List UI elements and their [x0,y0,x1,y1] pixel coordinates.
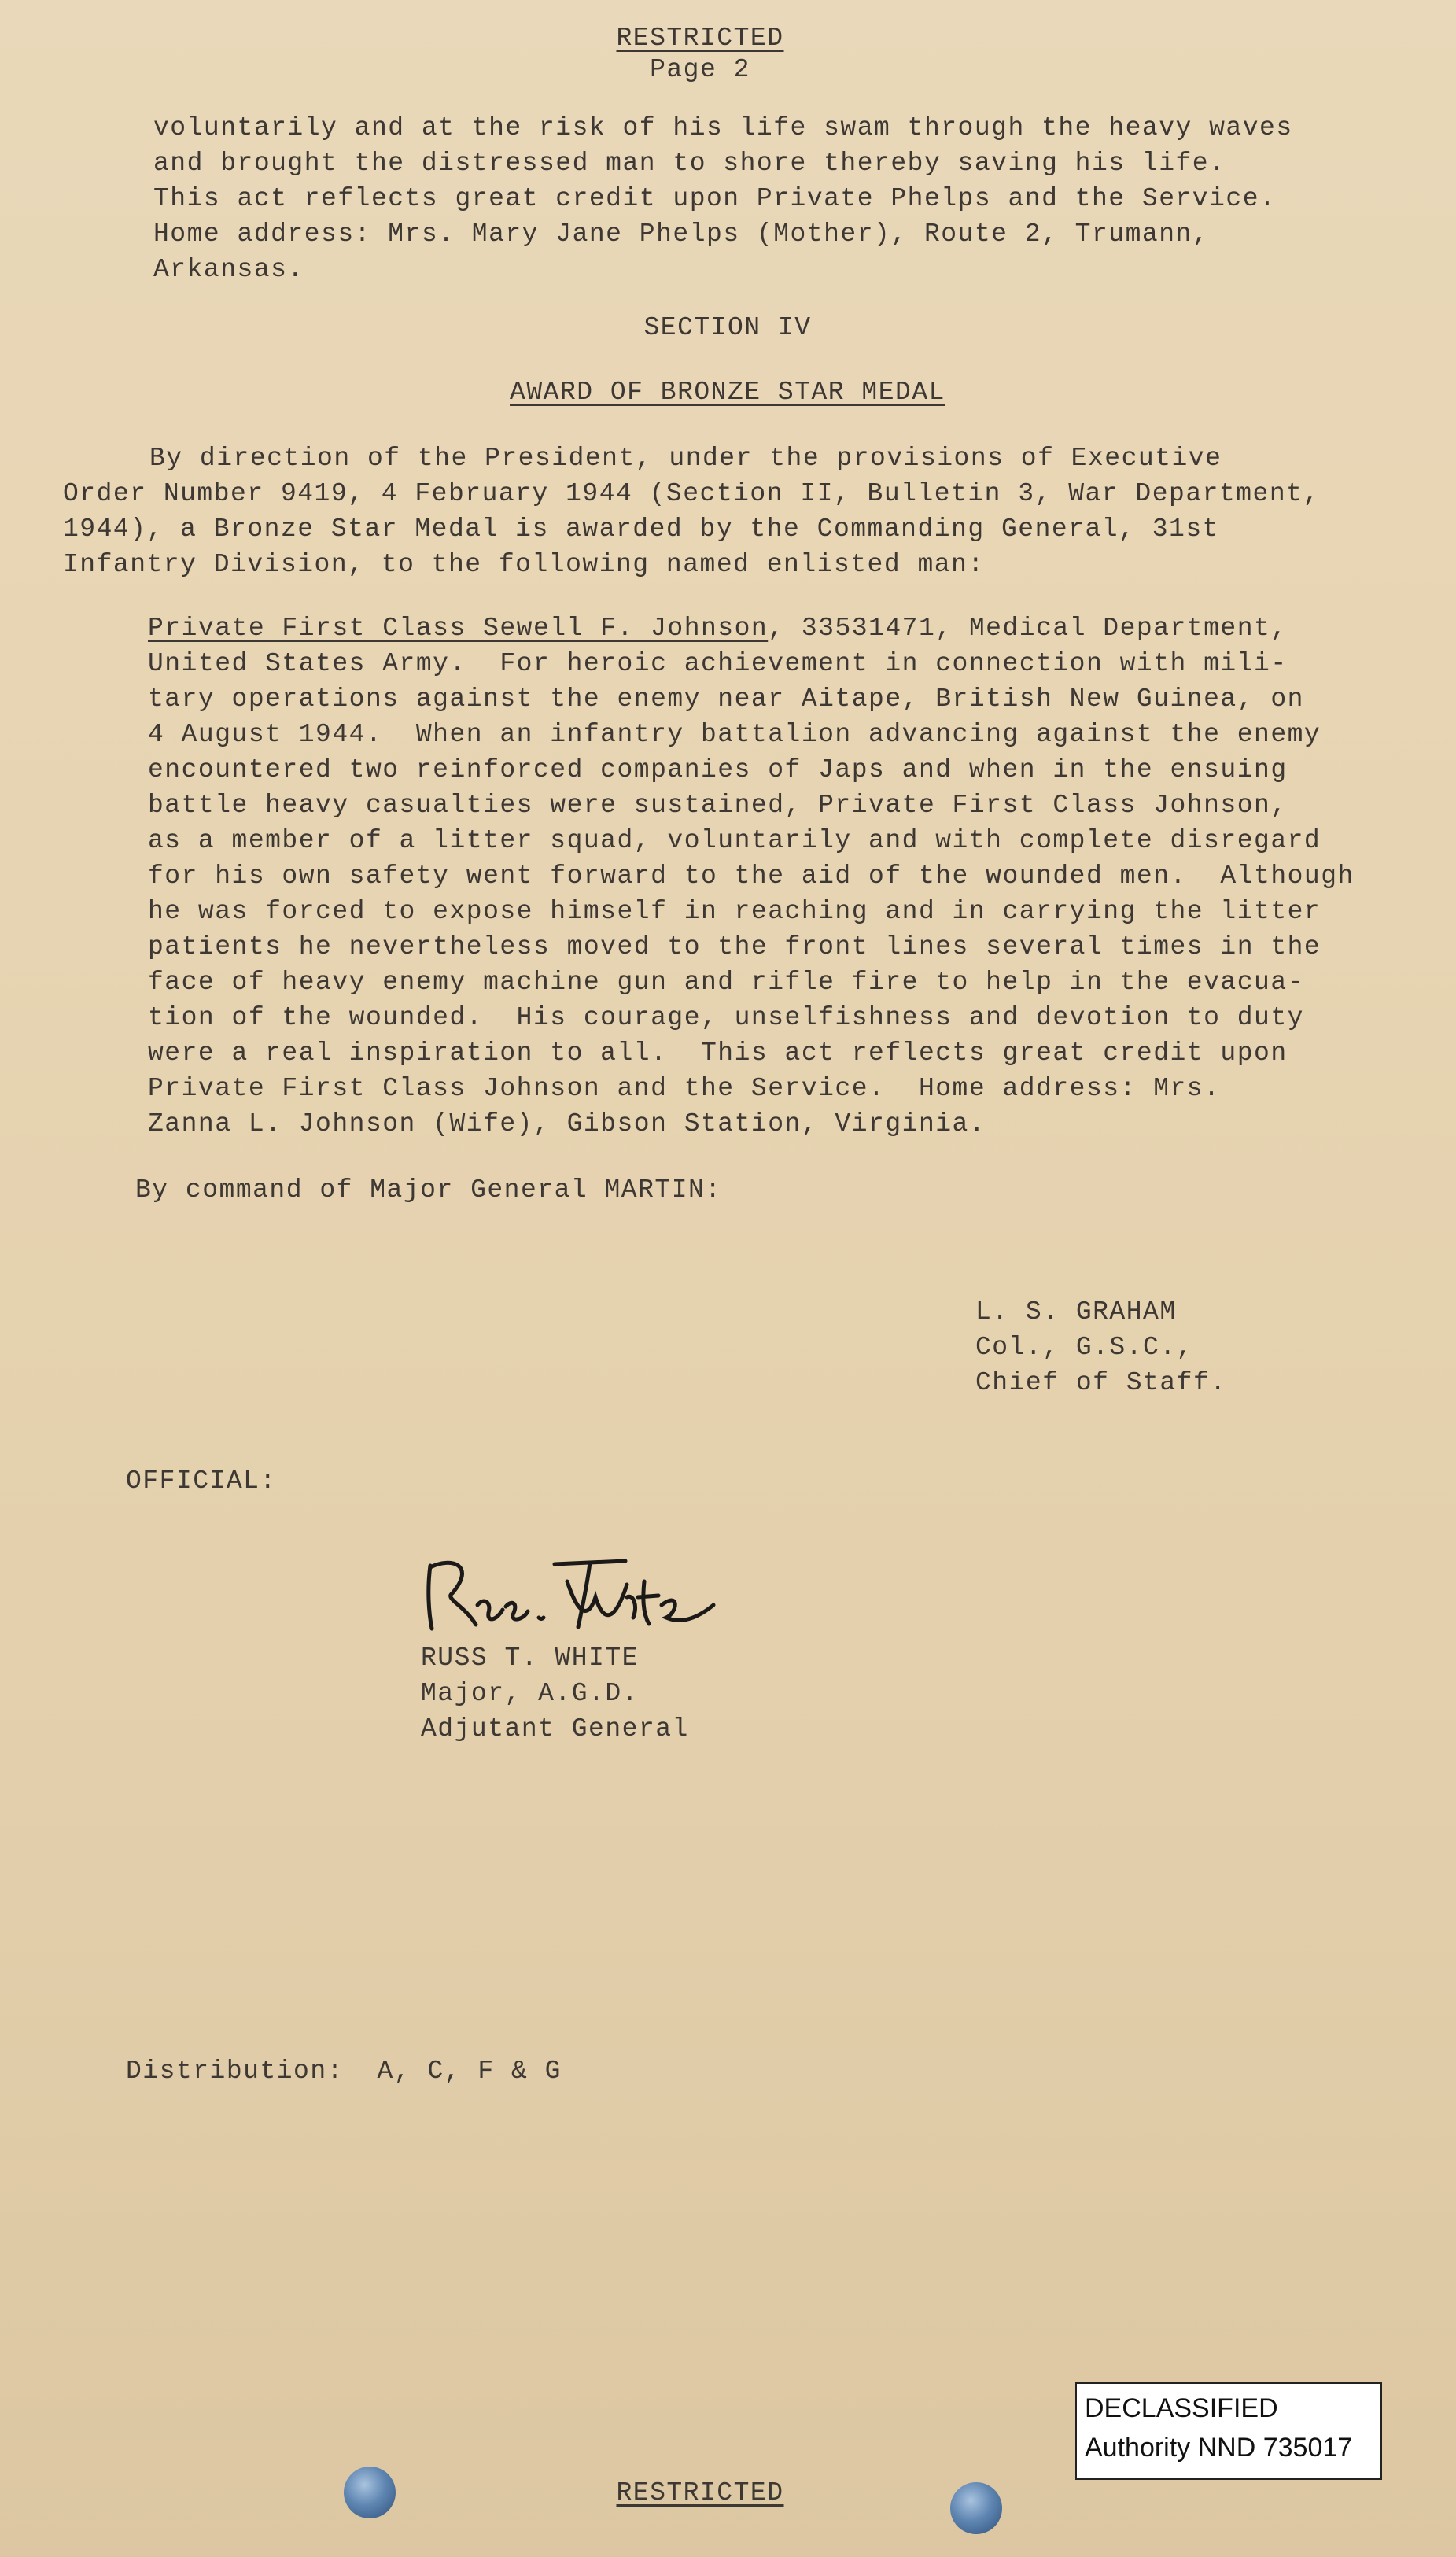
citation-first-line [148,611,1355,646]
command-line: By command of Major General MARTIN: [135,1175,722,1205]
intro-line: 1944), a Bronze Star Medal is awarded by the Commanding General, 31st [63,515,1219,544]
declassified-stamp [1075,2382,1382,2480]
distribution-line: Distribution: A, C, F & G [126,2057,562,2086]
citation-line: United States Army. For heroic achievement in connection with mili- [148,649,1288,678]
signature-image [421,1550,728,1636]
punch-hole-right [950,2482,1002,2534]
official-title: Adjutant General [421,1714,689,1743]
intro-line: Infantry Division, to the following named enlisted man: [63,550,985,579]
citation-line: tary operations against the enemy near Aitape, British New Guinea, on [148,684,1304,714]
declassified-label: DECLASSIFIED [1085,2393,1278,2423]
continuation-line: and brought the distressed man to shore thereby saving his life. [153,149,1226,178]
citation-line: were a real inspiration to all. This act reflects great credit upon [148,1039,1288,1068]
continuation-line: Home address: Mrs. Mary Jane Phelps (Mother), Route 2, Trumann, [153,220,1210,249]
continuation-line: voluntarily and at the risk of his life swam through the heavy waves [153,113,1293,142]
recipient-details: , 33531471, Medical Department, [768,614,1288,643]
citation-paragraph [148,611,1355,1142]
section-number: SECTION IV [643,313,812,342]
citation-line: patients he nevertheless moved to the front lines several times in the [148,932,1321,961]
citation-line: battle heavy casualties were sustained, Private First Class Johnson, [148,791,1288,820]
citation-line: tion of the wounded. His courage, unselfishness and devotion to duty [148,1003,1304,1032]
header-restricted: RESTRICTED [616,24,784,53]
continuation-line: Arkansas. [153,255,304,284]
signatory-name: L. S. GRAHAM [975,1297,1177,1326]
signatory-title: Chief of Staff. [975,1368,1227,1397]
continuation-paragraph [153,110,1293,287]
citation-line: 4 August 1944. When an infantry battalion advancing against the enemy [148,720,1321,749]
punch-hole-left [344,2467,396,2518]
signatory-block [975,1294,1227,1400]
citation-line: for his own safety went forward to the aid of the wounded men. Although [148,862,1355,891]
intro-line: By direction of the President, under the provisions of Executive [149,444,1222,473]
declassified-authority: Authority NND 735017 [1085,2433,1353,2463]
footer-restricted: RESTRICTED [616,2478,784,2507]
page-number: Page 2 [650,55,750,84]
official-label: OFFICIAL: [126,1467,277,1496]
citation-line: he was forced to expose himself in reaching and in carrying the litter [148,897,1321,926]
intro-paragraph [63,441,1320,582]
official-rank: Major, A.G.D. [421,1679,639,1708]
citation-line: Private First Class Johnson and the Service. Home address: Mrs. [148,1074,1221,1103]
signatory-rank: Col., G.S.C., [975,1333,1193,1362]
official-block [421,1640,689,1747]
official-name: RUSS T. WHITE [421,1644,639,1673]
citation-line: face of heavy enemy machine gun and rifle fire to help in the evacua- [148,968,1304,997]
citation-line: Zanna L. Johnson (Wife), Gibson Station, Virginia. [148,1109,986,1138]
recipient-name: Private First Class Sewell F. Johnson [148,614,769,643]
intro-line: Order Number 9419, 4 February 1944 (Section II, Bulletin 3, War Department, [63,479,1320,508]
section-title: AWARD OF BRONZE STAR MEDAL [510,378,945,407]
citation-line: encountered two reinforced companies of Japs and when in the ensuing [148,755,1288,784]
continuation-line: This act reflects great credit upon Private Phelps and the Service. [153,184,1277,213]
citation-line: as a member of a litter squad, voluntarily and with complete disregard [148,826,1321,855]
